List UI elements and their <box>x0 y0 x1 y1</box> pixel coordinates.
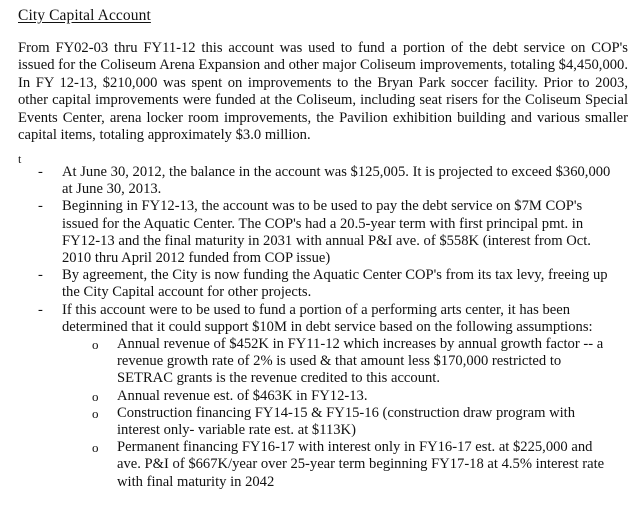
sub-bullet-text: Annual revenue of $452K in FY11-12 which increases by annual growth factor -- a revenue growth rate of 2% is used & that amount less $170,000 restricted to SETRAC grants is the revenue credited to this account. <box>117 336 604 387</box>
bullet-item <box>38 267 618 301</box>
dash-marker: - <box>38 198 43 215</box>
bullet-item <box>38 164 618 198</box>
sub-bullet-item <box>92 388 618 405</box>
document-title: City Capital Account <box>18 7 151 24</box>
sub-bullet-item <box>92 439 618 491</box>
circle-marker: o <box>92 405 99 421</box>
sub-bullet-text: Permanent financing FY16-17 with interest only in FY16-17 est. at $225,000 and ave. P&I of $667K/year over 25-year term beginning FY17-18 at 4.5% interest rate with final maturity in 2042 <box>117 439 605 490</box>
stray-mark: t <box>18 152 22 166</box>
bullet-text: Beginning in FY12-13, the account was to be used to pay the debt service on $7M COP's issued for the Aquatic Center. The COP's had a 20.5-year term with first principal pmt. in FY12-13 and the final maturity in 2031 with annual P&I ave. of $558K (interest from Oct. 2010 thru April 2012 funded from COP issue) <box>62 198 591 267</box>
bullet-item <box>38 302 618 491</box>
circle-marker: o <box>92 337 99 353</box>
dash-marker: - <box>38 164 43 180</box>
dash-marker: - <box>38 267 43 284</box>
bullet-list <box>38 164 618 491</box>
sub-bullet-list <box>62 336 618 491</box>
circle-marker: o <box>92 388 99 404</box>
intro-paragraph: From FY02-03 thru FY11-12 this account was used to fund a portion of the debt service on COP's issued for the Coliseum Arena Expansion and other major Coliseum improvements, totaling $4,450,000. In FY 12-13, $210,000 was spent on improvements to the Bryan Park soccer facility. Prior to 2003, other capital improvements were funded at the Coliseum, including seat risers for the Coliseum Special Events Center, arena locker room improvements, the Pavilion exhibition building and various smaller capital items, totaling approximately $3.0 million. <box>18 40 628 144</box>
bullet-text: If this account were to be used to fund a portion of a performing arts center, it has been determined that it could support $10M in debt service based on the following assumptions: <box>62 301 593 335</box>
bullet-text: By agreement, the City is now funding the Aquatic Center COP's from its tax levy, freeing up the City Capital account for other projects. <box>62 267 608 301</box>
sub-bullet-item <box>92 336 618 388</box>
sub-bullet-item <box>92 405 618 439</box>
circle-marker: o <box>92 440 99 456</box>
sub-bullet-text: Annual revenue est. of $463K in FY12-13. <box>117 387 368 404</box>
dash-marker: - <box>38 301 43 318</box>
bullet-text: At June 30, 2012, the balance in the account was $125,005. It is projected to exceed $360,000 at June 30, 2013. <box>62 164 611 198</box>
sub-bullet-text: Construction financing FY14-15 & FY15-16 (construction draw program with interest only- variable rate est. at $113K) <box>117 404 576 439</box>
bullet-item <box>38 198 618 267</box>
